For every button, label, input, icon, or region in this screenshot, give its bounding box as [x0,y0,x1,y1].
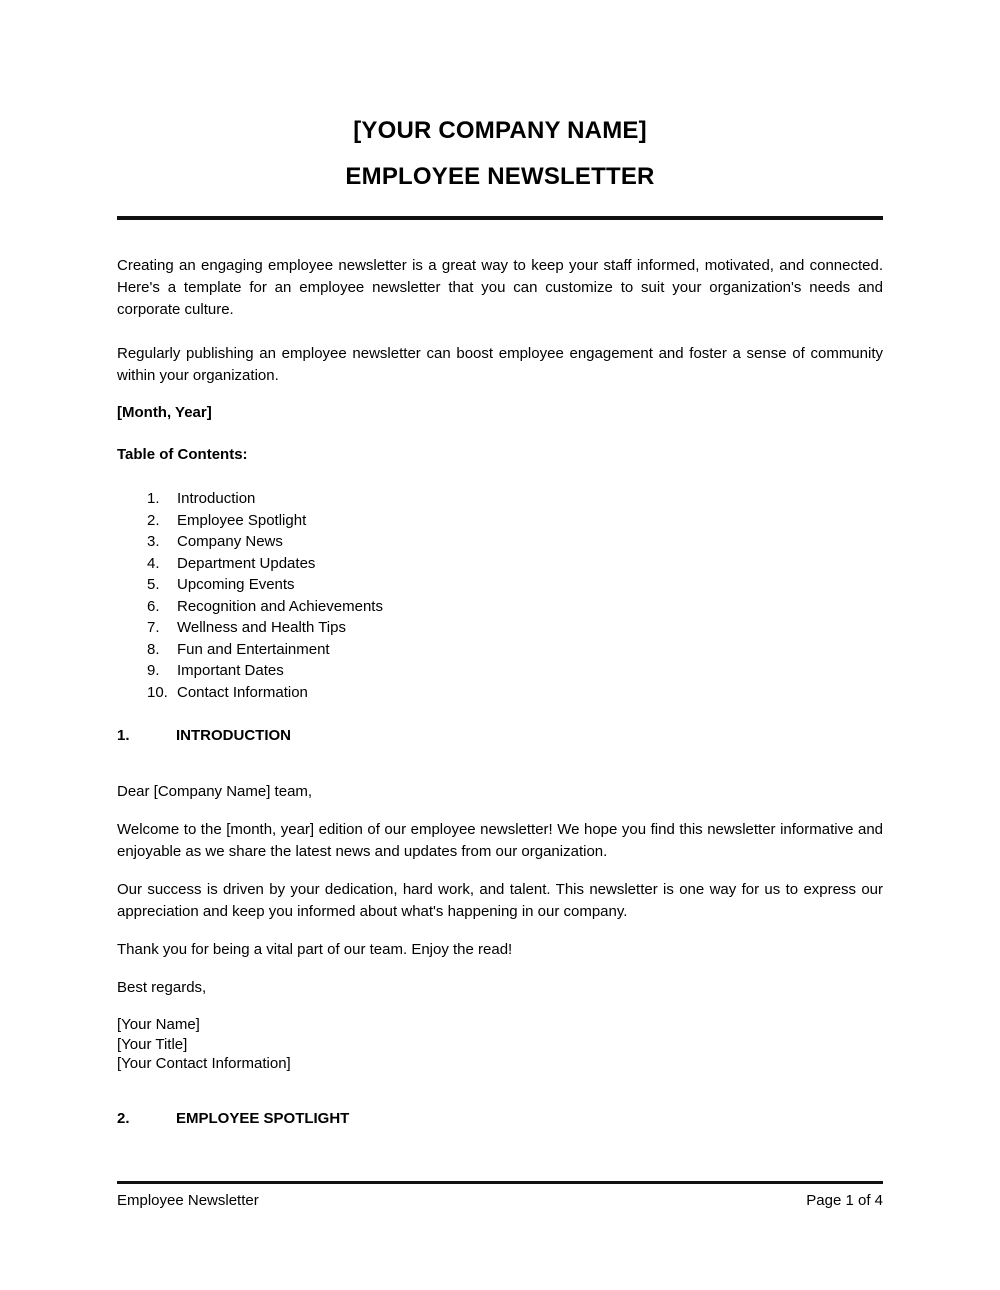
toc-item [147,531,883,553]
toc-item [147,553,883,575]
toc-item-number: 6. [147,597,160,615]
intro-paragraph-2: Regularly publishing an employee newsletter can boost employee engagement and foster a sense of community within your organization. [117,345,883,384]
toc-item [147,510,883,532]
toc-item-number: 4. [147,554,160,572]
header-divider [117,216,883,220]
toc-item [147,574,883,596]
toc-item-label: Introduction [177,490,256,507]
toc-item-label: Important Dates [177,662,284,679]
toc-item-number: 1. [147,490,160,507]
section-1-paragraph-1: Welcome to the [month, year] edition of our employee newsletter! We hope you find this newsletter informative and enjoyable as we share the latest news and updates from our organization. [117,821,883,860]
section-1-paragraph-3: Thank you for being a vital part of our team. Enjoy the read! [117,941,513,958]
newsletter-title: EMPLOYEE NEWSLETTER [345,163,655,190]
toc-item-number: 10. [147,683,168,701]
toc-item-label: Fun and Entertainment [177,640,330,658]
page-footer [117,1181,883,1211]
toc-item-label: Recognition and Achievements [177,597,383,615]
toc-item-label: Company News [177,533,283,550]
document-content [117,0,883,1130]
toc-item-label: Wellness and Health Tips [177,619,346,636]
toc-item-label: Contact Information [177,683,308,701]
section-1-paragraph-2: Our success is driven by your dedication, hard work, and talent. This newsletter is one way for us to express our appreciation and keep you informed about what's happening in our company. [117,881,883,920]
company-name-title: [YOUR COMPANY NAME] [353,117,647,144]
month-year-placeholder: [Month, Year] [117,404,212,421]
toc-item [147,596,883,618]
toc-item [147,617,883,639]
closing-line: Best regards, [117,979,207,996]
footer-document-title: Employee Newsletter [117,1192,259,1209]
section-1-heading [117,725,883,747]
toc-item-number: 8. [147,640,160,658]
toc-item [147,488,883,510]
section-2-title: EMPLOYEE SPOTLIGHT [176,1109,350,1127]
toc-item-number: 7. [147,619,160,636]
section-2-heading [117,1108,883,1130]
toc-item [147,682,883,704]
toc-item-number: 3. [147,533,160,550]
toc-item-label: Upcoming Events [177,576,295,593]
section-2-number: 2. [117,1109,130,1127]
table-of-contents [117,488,883,703]
intro-paragraph-1: Creating an engaging employee newsletter is a great way to keep your staff informed, motivated, and connected. Here's a template for an employee newsletter that you can customize to suit your organization's needs and corporate culture. [117,257,883,318]
toc-item [147,660,883,682]
toc-item-number: 5. [147,576,160,593]
footer-divider [117,1181,883,1184]
section-1-title: INTRODUCTION [176,727,291,744]
toc-item-number: 2. [147,511,160,529]
greeting-line: Dear [Company Name] team, [117,783,313,800]
footer-row [117,1191,883,1211]
signature-contact: [Your Contact Information] [117,1055,291,1072]
section-1-number: 1. [117,727,130,744]
toc-heading: Table of Contents: [117,446,248,463]
signature-name: [Your Name] [117,1016,200,1033]
footer-page-number: Page 1 of 4 [806,1192,883,1209]
signature-block [117,1015,883,1074]
signature-title: [Your Title] [117,1035,188,1053]
toc-item-label: Department Updates [177,554,316,572]
toc-item [147,639,883,661]
toc-item-label: Employee Spotlight [177,511,307,529]
toc-item-number: 9. [147,662,160,679]
